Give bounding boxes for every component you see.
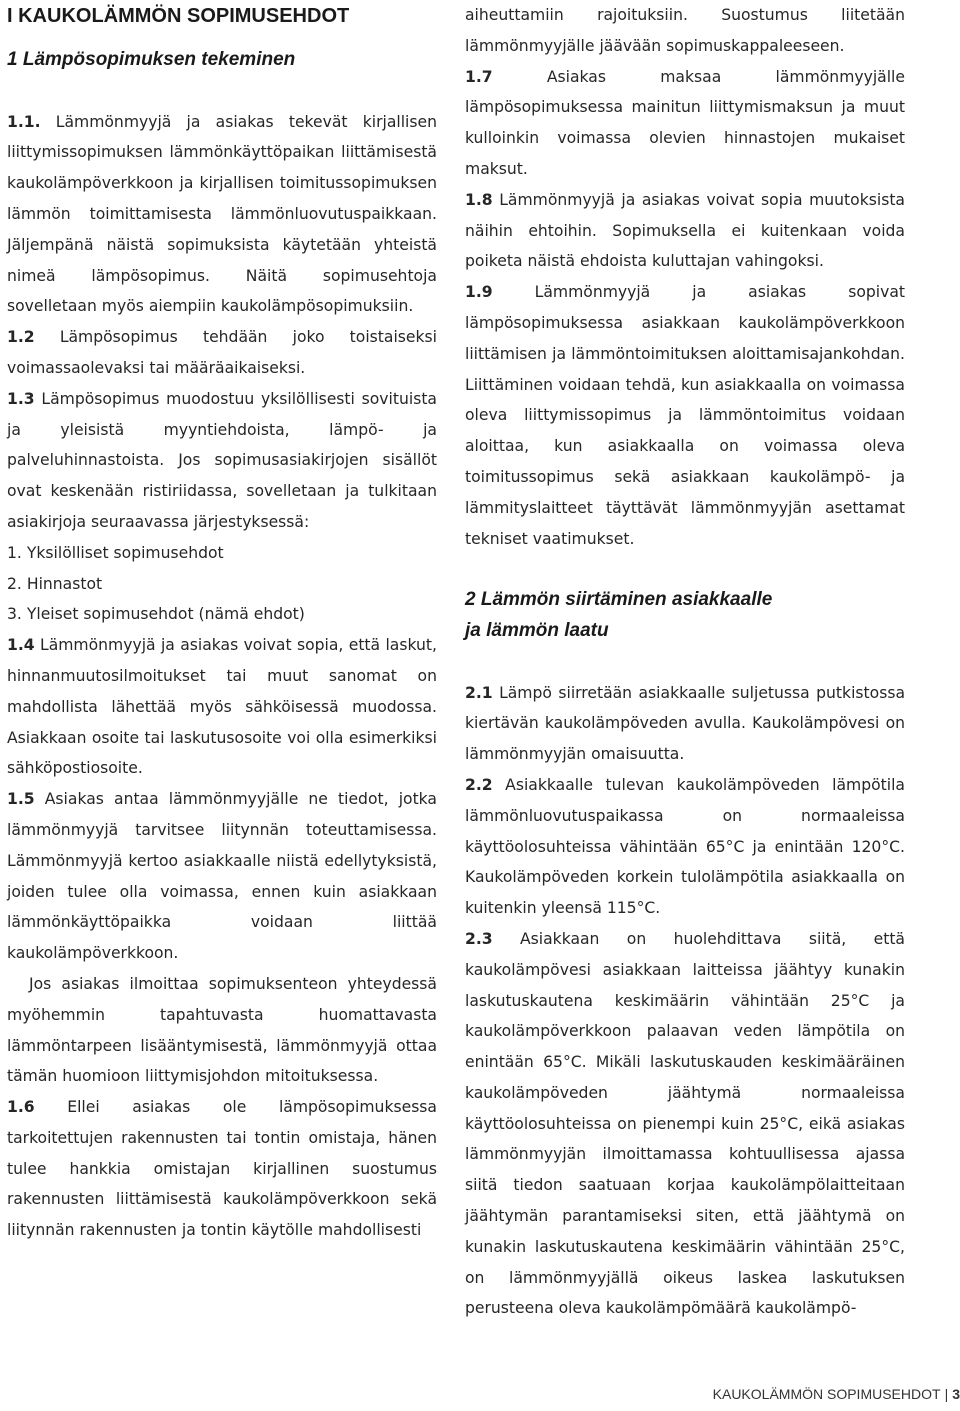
- section-2-title: [465, 585, 905, 647]
- clause-number: 1.5: [7, 790, 35, 809]
- footer-separator: |: [944, 1386, 949, 1402]
- clause-1-5-continued: Jos asiakas ilmoittaa sopimuksenteon yhteydessä myöhemmin tapahtuvasta huomattavasta lämmöntarpeen lisääntymisestä, lämmönmyyjä ottaa tämän huomioon liittymisjohdon mitoituksessa.: [7, 974, 437, 1086]
- clause-number: 1.8: [465, 190, 493, 209]
- clause-1-3: [7, 384, 437, 538]
- clause-text: Asiakas antaa lämmönmyyjälle ne tiedot, jotka lämmönmyyjä tarvitsee liitynnän toteuttamisessa. Lämmönmyyjä kertoo asiakkaalle niistä edellytyksistä, joiden tulee olla voimassa, ennen kuin asiakkaan lämmönkäyttöpaikka voidaan liittää kaukolämpöverkkoon.: [7, 790, 437, 963]
- left-column: [7, 0, 437, 1246]
- section-2-title-line1: 2 Lämmön siirtäminen asiakkaalle: [465, 589, 773, 611]
- clause-1-6: [7, 1092, 437, 1246]
- clause-number: 2.3: [465, 929, 493, 948]
- clause-number: 2.1: [465, 683, 493, 702]
- clause-text: Lämmönmyyjä ja asiakas sopivat lämpösopimuksessa asiakkaan kaukolämpöverkkoon liittämisen ja lämmöntoimituksen aloittamisajankohdan. Liittäminen voidaan tehdä, kun asiakkaalla on voimassa oleva liittymissopimus ja lämmöntoimitus voidaan aloittaa, kun asiakkaalla on voimassa oleva toimitussopimus sekä asiakkaan kaukolämpö- ja lämmityslaitteet täyttävät lämmönmyyjän asettamat tekniset vaatimukset.: [465, 283, 905, 548]
- clause-2-3: [465, 924, 905, 1324]
- document-title: I KAUKOLÄMMÖN SOPIMUSEHDOT: [7, 5, 350, 27]
- clause-1-4: [7, 630, 437, 784]
- priority-list: [7, 538, 437, 630]
- section-1-title: 1 Lämpösopimuksen tekeminen: [7, 49, 296, 70]
- clause-text: Lämpösopimus tehdään joko toistaiseksi voimassaolevaksi tai määräaikaiseksi.: [7, 328, 437, 377]
- list-item: 2. Hinnastot: [7, 574, 103, 593]
- clause-1-9: [465, 277, 905, 554]
- list-item: 1. Yksilölliset sopimusehdot: [7, 543, 224, 562]
- clause-text: Lämmönmyyjä ja asiakas voivat sopia, että laskut, hinnanmuutosilmoitukset tai muut sanomat on mahdollista lähettää myös sähköisessä muodossa. Asiakkaan osoite tai laskutusosoite voi olla esimerkiksi sähköpostiosoite.: [7, 636, 437, 778]
- clause-text: Asiakas maksaa lämmönmyyjälle lämpösopimuksessa mainitun liittymismaksun ja muut kulloinkin voimassa olevien hinnastojen mukaiset maksut.: [465, 67, 905, 178]
- clause-number: 1.9: [465, 283, 493, 302]
- clause-1-5: [7, 784, 437, 969]
- clause-text: Lämpö siirretään asiakkaalle suljetussa putkistossa kiertävän kaukolämpöveden avulla. Kaukolämpövesi on lämmönmyyjän omaisuutta.: [465, 683, 905, 764]
- clause-text: Lämmönmyyjä ja asiakas tekevät kirjallisen liittymissopimuksen lämmönkäyttöpaikan liittämisestä kaukolämpöverkkoon ja kirjallisen toimitussopimuksen lämmön toimittamisesta lämmönluovutuspaikkaan. Jäljempänä näistä sopimuksista käytetään yhteistä nimeä lämpösopimus. Näitä sopimusehtoja sovelletaan myös aiempiin kaukolämpösopimuksiin.: [7, 112, 437, 316]
- clause-text: Asiakkaalle tulevan kaukolämpöveden lämpötila lämmönluovutuspaikassa on normaaleissa käyttöolosuhteissa vähintään 65°C ja enintään 120°C. Kaukolämpöveden korkein tulolämpötila asiakkaalla on kuitenkin yleensä 115°C.: [465, 775, 905, 918]
- clause-1-7: [465, 62, 905, 185]
- clause-number: 1.1.: [7, 112, 41, 131]
- footer-title: KAUKOLÄMMÖN SOPIMUSEHDOT: [712, 1386, 941, 1402]
- clause-1-2: [7, 322, 437, 384]
- page-number: 3: [952, 1386, 960, 1402]
- section-2-title-line2: ja lämmön laatu: [465, 619, 609, 641]
- list-item: 3. Yleiset sopimusehdot (nämä ehdot): [7, 605, 305, 624]
- clause-text: Ellei asiakas ole lämpösopimuksessa tarkoitettujen rakennusten tai tontin omistaja, hänen tulee hankkia omistajan kirjallinen suostumus rakennusten liittämisestä kaukolämpöverkkoon sekä liitynnän rakennusten ja tontin käytölle mahdollisesti: [7, 1098, 437, 1240]
- clause-1-8: [465, 185, 905, 277]
- clause-text: Asiakkaan on huolehdittava siitä, että kaukolämpövesi asiakkaan laitteissa jäähtyy kunakin laskutuskautena keskimäärin vähintään 25°C ja kaukolämpöverkkoon palaavan veden lämpötila on enintään 65°C. Mikäli laskutuskauden keskimääräinen kaukolämpöveden jäähtymä normaaleissa käyttöolosuhteissa on pienempi kuin 25°C, eikä asiakas lämmönmyyjän ilmoittamassa kohtuullisessa ajassa siitä tiedon saatuaan korjaa kaukolämpölaitteitaan jäähtymän parantamiseksi siten, että jäähtymä on kunakin laskutuskautena keskimäärin vähintään 25°C, on lämmönmyyjällä oikeus laskea laskutuksen perusteena oleva kaukolämpömäärä kaukolämpö-: [465, 929, 905, 1318]
- right-column: [465, 0, 905, 1324]
- clause-1-6-continued: aiheuttamiin rajoituksiin. Suostumus liitetään lämmönmyyjälle jäävään sopimuskappaleeseen.: [465, 6, 905, 55]
- clause-number: 1.7: [465, 67, 493, 86]
- clause-number: 1.2: [7, 328, 35, 347]
- clause-number: 1.4: [7, 636, 35, 655]
- clause-1-1: [7, 107, 437, 323]
- clause-text: Lämpösopimus muodostuu yksilöllisesti sovituista ja yleisistä myyntiehdoista, lämpö- ja palveluhinnastoista. Jos sopimusasiakirjojen sisällöt ovat keskenään ristiriidassa, sovelletaan ja tulkitaan asiakirjoja seuraavassa järjestyksessä:: [7, 389, 437, 531]
- clause-number: 1.3: [7, 389, 35, 408]
- clause-text: Lämmönmyyjä ja asiakas voivat sopia muutoksista näihin ehtoihin. Sopimuksella ei kuitenkaan voida poiketa näistä ehdoista kuluttajan vahingoksi.: [465, 190, 905, 271]
- clause-number: 1.6: [7, 1098, 35, 1117]
- clause-2-1: [465, 678, 905, 770]
- clause-number: 2.2: [465, 775, 493, 794]
- page-footer: [713, 1386, 960, 1402]
- clause-2-2: [465, 770, 905, 924]
